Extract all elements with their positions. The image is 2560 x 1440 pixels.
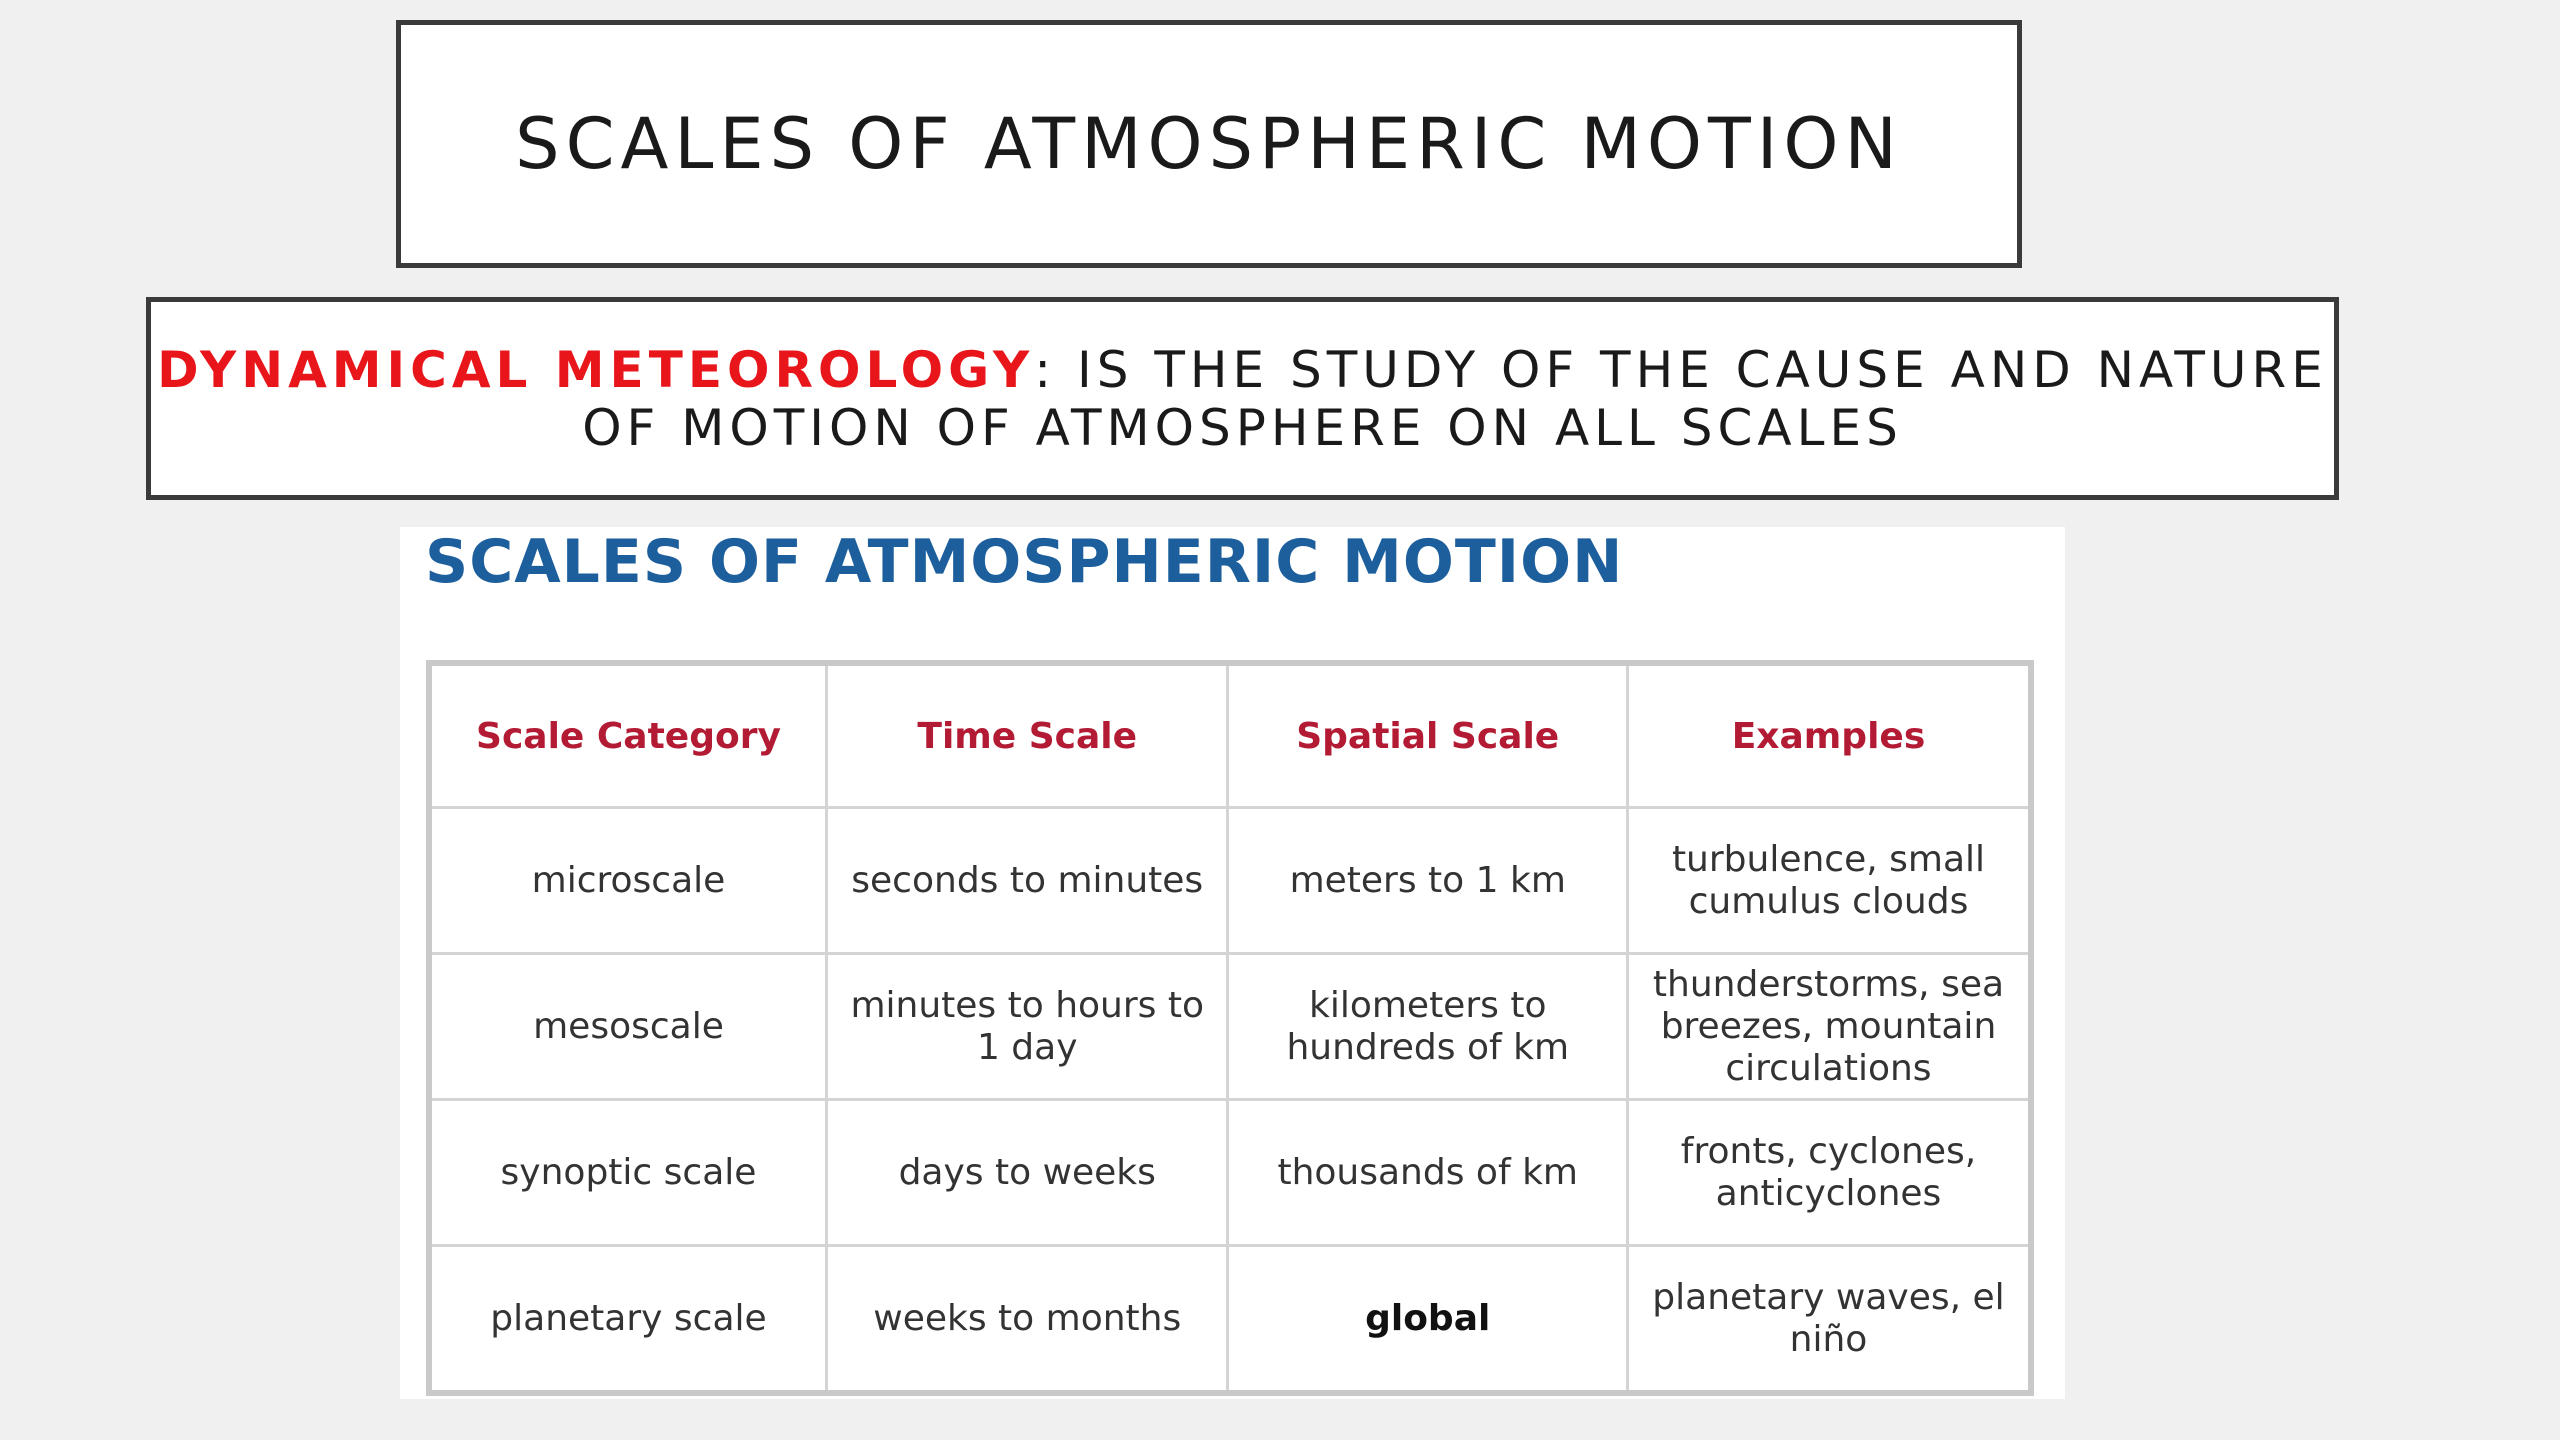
table-row [429, 1100, 2031, 1246]
table-header-row [429, 663, 2031, 808]
cell-scale-category: microscale [429, 808, 826, 954]
definition-separator: : [1034, 340, 1077, 399]
table-row [429, 954, 2031, 1100]
table-row [429, 1246, 2031, 1394]
header-time-scale: Time Scale [826, 663, 1228, 808]
header-examples: Examples [1627, 663, 2031, 808]
cell-examples: turbulence, small cumulus clouds [1627, 808, 2031, 954]
cell-time-scale: seconds to minutes [826, 808, 1228, 954]
cell-time-scale: minutes to hours to 1 day [826, 954, 1228, 1100]
definition-body: IS THE STUDY OF THE CAUSE AND NATURE OF MOTION OF ATMOSPHERE ON ALL SCALES [582, 340, 2328, 457]
cell-examples: planetary waves, el niño [1627, 1246, 2031, 1394]
slide-title-box [396, 20, 2022, 268]
cell-spatial-scale: global [1228, 1246, 1627, 1394]
table-row [429, 808, 2031, 954]
slide-title: SCALES OF ATMOSPHERIC MOTION [515, 103, 1903, 185]
definition-box [146, 297, 2339, 500]
header-spatial-scale: Spatial Scale [1228, 663, 1627, 808]
definition-term: DYNAMICAL METEOROLOGY [157, 340, 1035, 399]
cell-examples: thunderstorms, sea breezes, mountain circulations [1627, 954, 2031, 1100]
cell-time-scale: weeks to months [826, 1246, 1228, 1394]
table-heading: SCALES OF ATMOSPHERIC MOTION [425, 527, 1624, 597]
header-scale-category: Scale Category [429, 663, 826, 808]
cell-scale-category: synoptic scale [429, 1100, 826, 1246]
definition-text [151, 341, 2334, 457]
scales-table [426, 660, 2034, 1396]
cell-scale-category: planetary scale [429, 1246, 826, 1394]
cell-spatial-scale: meters to 1 km [1228, 808, 1627, 954]
cell-examples: fronts, cyclones, anticyclones [1627, 1100, 2031, 1246]
cell-spatial-scale: kilometers to hundreds of km [1228, 954, 1627, 1100]
scales-table-image [400, 527, 2065, 1399]
cell-time-scale: days to weeks [826, 1100, 1228, 1246]
cell-spatial-scale: thousands of km [1228, 1100, 1627, 1246]
cell-scale-category: mesoscale [429, 954, 826, 1100]
